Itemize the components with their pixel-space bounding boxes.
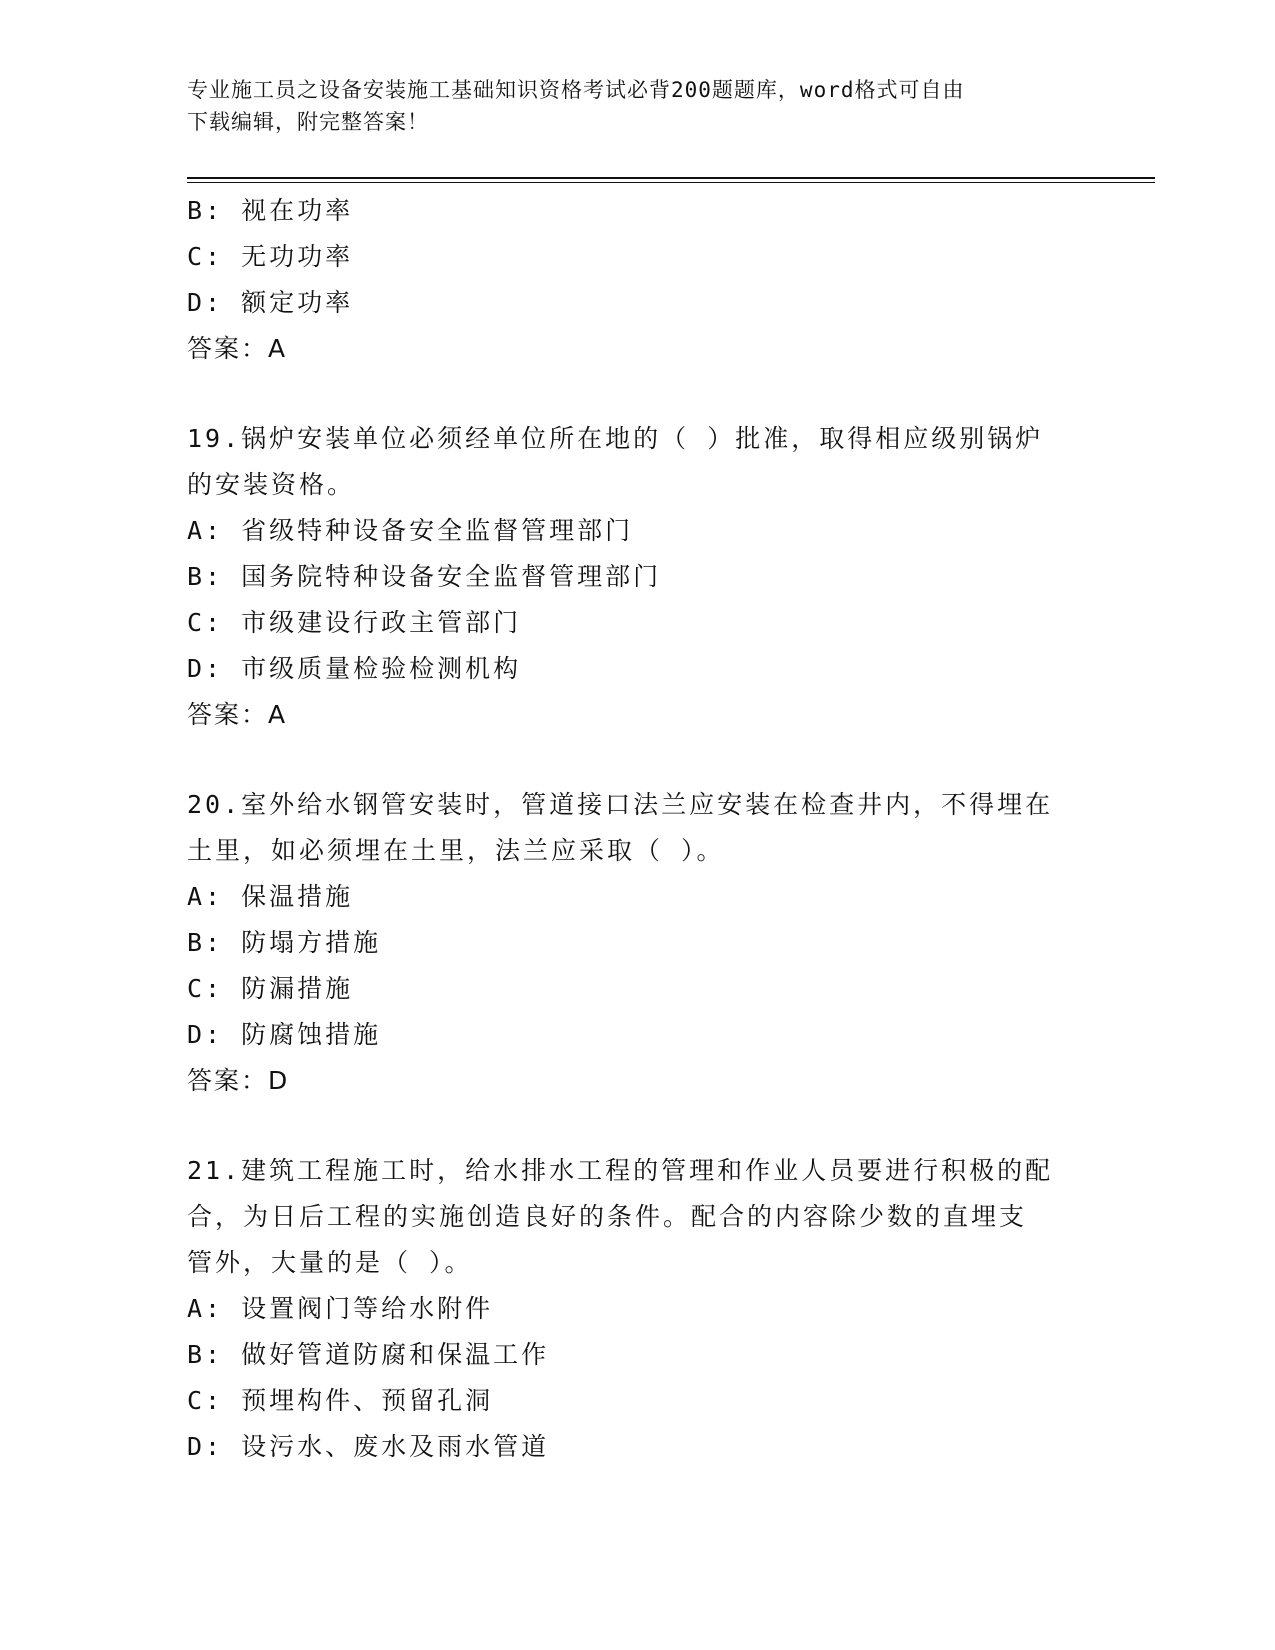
question-19-block	[187, 416, 1087, 738]
question-18-option-c: C: 无功功率	[187, 242, 354, 271]
question-21-option-a: A: 设置阀门等给水附件	[187, 1294, 494, 1323]
question-19-stem-line-2: 的安装资格。	[187, 470, 356, 499]
question-19-option-b: B: 国务院特种设备安全监督管理部门	[187, 562, 662, 591]
question-20-stem-line-2: 土里，如必须埋在土里，法兰应采取（ ）。	[187, 836, 725, 865]
question-21-option-b: B: 做好管道防腐和保温工作	[187, 1340, 550, 1369]
question-20-block	[187, 782, 1087, 1104]
question-19-stem-line-1: 19.锅炉安装单位必须经单位所在地的（ ）批准，取得相应级别锅炉	[187, 424, 1044, 453]
header-divider-thick	[187, 177, 1155, 179]
question-content	[187, 188, 1087, 1470]
question-spacer	[187, 372, 1087, 416]
question-18-option-b: B: 视在功率	[187, 196, 354, 225]
question-21-option-d: D: 设污水、废水及雨水管道	[187, 1432, 550, 1461]
question-19-option-c: C: 市级建设行政主管部门	[187, 608, 522, 637]
question-21-block	[187, 1148, 1087, 1470]
question-19-option-d: D: 市级质量检验检测机构	[187, 654, 522, 683]
header-title-line-1: 专业施工员之设备安装施工基础知识资格考试必背200题题库，word格式可自由	[187, 78, 965, 102]
header-divider-thin	[187, 182, 1155, 183]
question-21-stem-line-1: 21.建筑工程施工时，给水排水工程的管理和作业人员要进行积极的配	[187, 1156, 1054, 1185]
question-20-option-c: C: 防漏措施	[187, 974, 354, 1003]
question-20-answer: 答案：D	[187, 1066, 290, 1095]
question-spacer	[187, 738, 1087, 782]
question-spacer	[187, 1104, 1087, 1148]
question-18-block	[187, 188, 1087, 372]
question-20-option-d: D: 防腐蚀措施	[187, 1020, 382, 1049]
question-20-option-a: A: 保温措施	[187, 882, 354, 911]
question-19-option-a: A: 省级特种设备安全监督管理部门	[187, 516, 634, 545]
header-title-line-2: 下载编辑，附完整答案！	[187, 110, 429, 134]
page-header	[187, 74, 1067, 138]
question-19-answer: 答案：A	[187, 700, 288, 729]
question-18-option-d: D: 额定功率	[187, 288, 354, 317]
question-20-stem-line-1: 20.室外给水钢管安装时，管道接口法兰应安装在检查井内，不得埋在	[187, 790, 1054, 819]
question-20-option-b: B: 防塌方措施	[187, 928, 382, 957]
question-21-option-c: C: 预埋构件、预留孔洞	[187, 1386, 494, 1415]
question-21-stem-line-2: 合，为日后工程的实施创造良好的条件。配合的内容除少数的直埋支	[187, 1202, 1028, 1231]
question-21-stem-line-3: 管外，大量的是（ ）。	[187, 1248, 473, 1277]
question-18-answer: 答案：A	[187, 334, 288, 363]
